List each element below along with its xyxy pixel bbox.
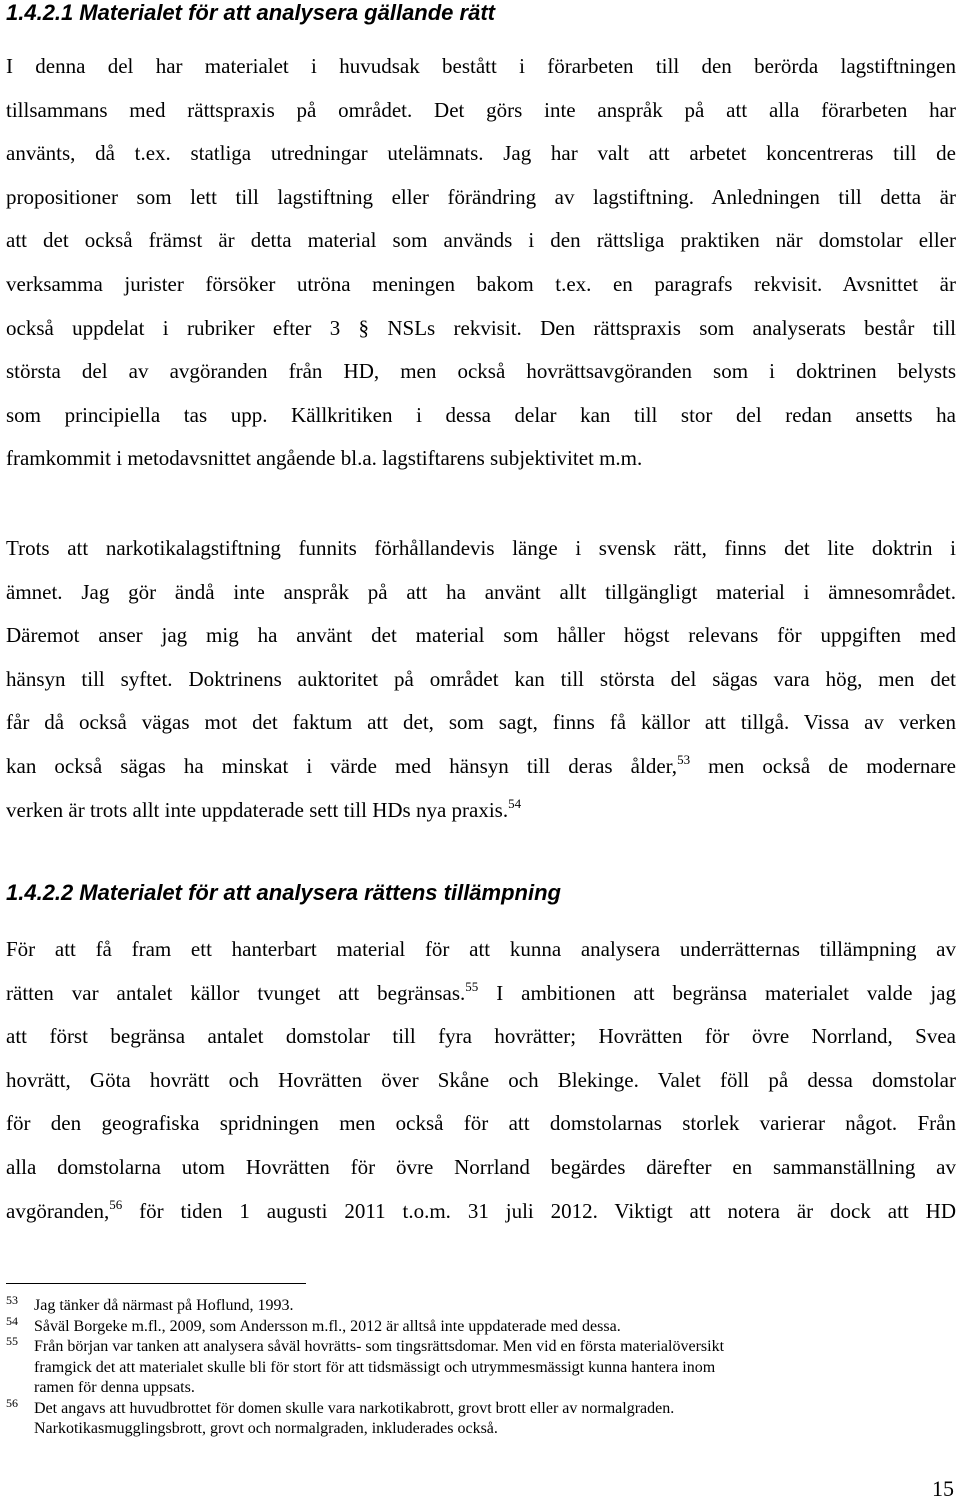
text-line: hovrätt, Göta hovrätt och Hovrätten över Skåne och Blekinge. Valet föll på dessa domstolar [6,1067,956,1092]
text-line: också uppdelat i rubriker efter 3 § NSLs rekvisit. Den rättspraxis som analyserats består till [6,315,956,340]
text-line: I denna del har materialet i huvudsak bestått i förarbeten till den berörda lagstiftningen [6,54,956,78]
section-title: Materialet för att analysera rättens tillämpning [79,880,561,905]
paragraph-1 [6,45,956,481]
text-line: För att få fram ett hanterbart material för att kunna analysera underrätternas tillämpning av [6,937,956,961]
paragraph-3 [6,928,956,1233]
section-title: Materialet för att analysera gällande rätt [79,0,495,25]
footnote-56 [6,1395,946,1440]
text-segment: kan också sägas ha minskat i värde med hänsyn till deras ålder, [6,753,678,778]
paragraph-2 [6,527,956,832]
footnote-text: Narkotikasmugglingsbrott, grovt och normalgraden, inkluderades också. [34,1420,498,1437]
text-line: framkommit i metodavsnittet angående bl.a. lagstiftarens subjektivitet m.m. [6,446,643,471]
footnote-number: 54 [6,1313,18,1328]
section-heading-1-4-2-1 [6,0,495,26]
text-line: ämnet. Jag gör ändå inte anspråk på att ha använt allt tillgängligt material i ämnesområdet. [6,579,956,604]
text-line: tillsammans med rättspraxis på området. Det görs inte anspråk på att alla förarbeten har [6,97,956,122]
footnote-53 [6,1293,946,1317]
footnote-54 [6,1313,946,1338]
text-line [6,745,956,789]
text-line: Trots att narkotikalagstiftning funnits förhållandevis länge i svensk rätt, finns det lite doktrin i [6,536,956,560]
text-line: hänsyn till syftet. Doktrinens auktoritet på området kan till största del sägas vara hög, men det [6,666,956,691]
text-line: alla domstolarna utom Hovrätten för övre Norrland begärdes därefter en sammanställning av [6,1154,956,1179]
footnote-ref-56[interactable]: 56 [109,1196,123,1212]
text-line [6,972,956,1016]
text-line: att det också främst är detta material som används i den rättsliga praktiken när domstolar eller [6,228,956,253]
footnote-text: ramen för denna uppsats. [34,1379,195,1396]
footnote-ref-54[interactable]: 54 [508,795,522,811]
footnote-text: Jag tänker då närmast på Hoflund, 1993. [34,1297,294,1314]
footnote-text: Från början var tanken att analysera såväl hovrätts- som tingsrättsdomar. Men vid en första materialöversikt [34,1338,725,1355]
footnote-ref-55[interactable]: 55 [465,978,479,994]
text-line: Däremot anser jag mig ha använt det material som håller högst relevans för uppgiften med [6,623,956,648]
text-segment: verken är trots allt inte uppdaterade sett till HDs nya praxis. [6,797,509,822]
section-heading-1-4-2-2 [6,880,561,906]
text-segment: avgöranden, [6,1198,110,1223]
text-line: får då också vägas mot det faktum att det, som sagt, finns få källor att tillgå. Vissa av verken [6,710,956,735]
footnote-text: Såväl Borgeke m.fl., 2009, som Andersson m.fl., 2012 är alltså inte uppdaterade med dessa. [34,1317,621,1335]
text-segment: I ambitionen att begränsa materialet valde jag [478,980,956,1005]
footnotes [6,1293,946,1440]
footnote-55 [6,1334,946,1399]
text-line: propositioner som lett till lagstiftning eller förändring av lagstiftning. Anledningen till detta är [6,184,956,209]
footnote-number: 53 [6,1293,18,1307]
footnote-number: 55 [6,1334,18,1348]
footnote-divider [6,1283,306,1284]
section-number: 1.4.2.2 [6,880,74,905]
text-line: största del av avgöranden från HD, men också hovrättsavgöranden som i doktrinen belysts [6,359,956,384]
text-segment: för tiden 1 augusti 2011 t.o.m. 31 juli 2012. Viktigt att notera är dock att HD [122,1198,956,1223]
footnote-text: framgick det att materialet skulle bli för stort för att tidsmässigt och utrymmesmässigt kunna hantera inom [34,1358,716,1376]
text-line: som principiella tas upp. Källkritiken i dessa delar kan till stor del redan ansetts ha [6,402,956,427]
text-line: att först begränsa antalet domstolar till fyra hovrätter; Hovrätten för övre Norrland, Svea [6,1024,956,1049]
page-number: 15 [932,1476,954,1501]
text-line: använts, då t.ex. statliga utredningar utelämnats. Jag har valt att arbetet koncentreras till de [6,141,956,166]
footnote-text: Det angavs att huvudbrottet för domen skulle vara narkotikabrott, grovt brott eller av normalgraden. [34,1399,675,1417]
text-line [6,789,956,833]
footnote-number: 56 [6,1395,18,1410]
text-line: för den geografiska spridningen men också för att domstolarnas storlek varierar något. Från [6,1111,956,1136]
text-segment: rätten var antalet källor tvunget att begränsas. [6,980,466,1005]
footnote-ref-53[interactable]: 53 [677,751,691,767]
section-number: 1.4.2.1 [6,0,74,25]
text-segment: men också de modernare [690,753,956,778]
text-line: verksamma jurister försöker utröna meningen bakom t.ex. en paragrafs rekvisit. Avsnittet är [6,271,956,296]
text-line [6,1190,956,1234]
